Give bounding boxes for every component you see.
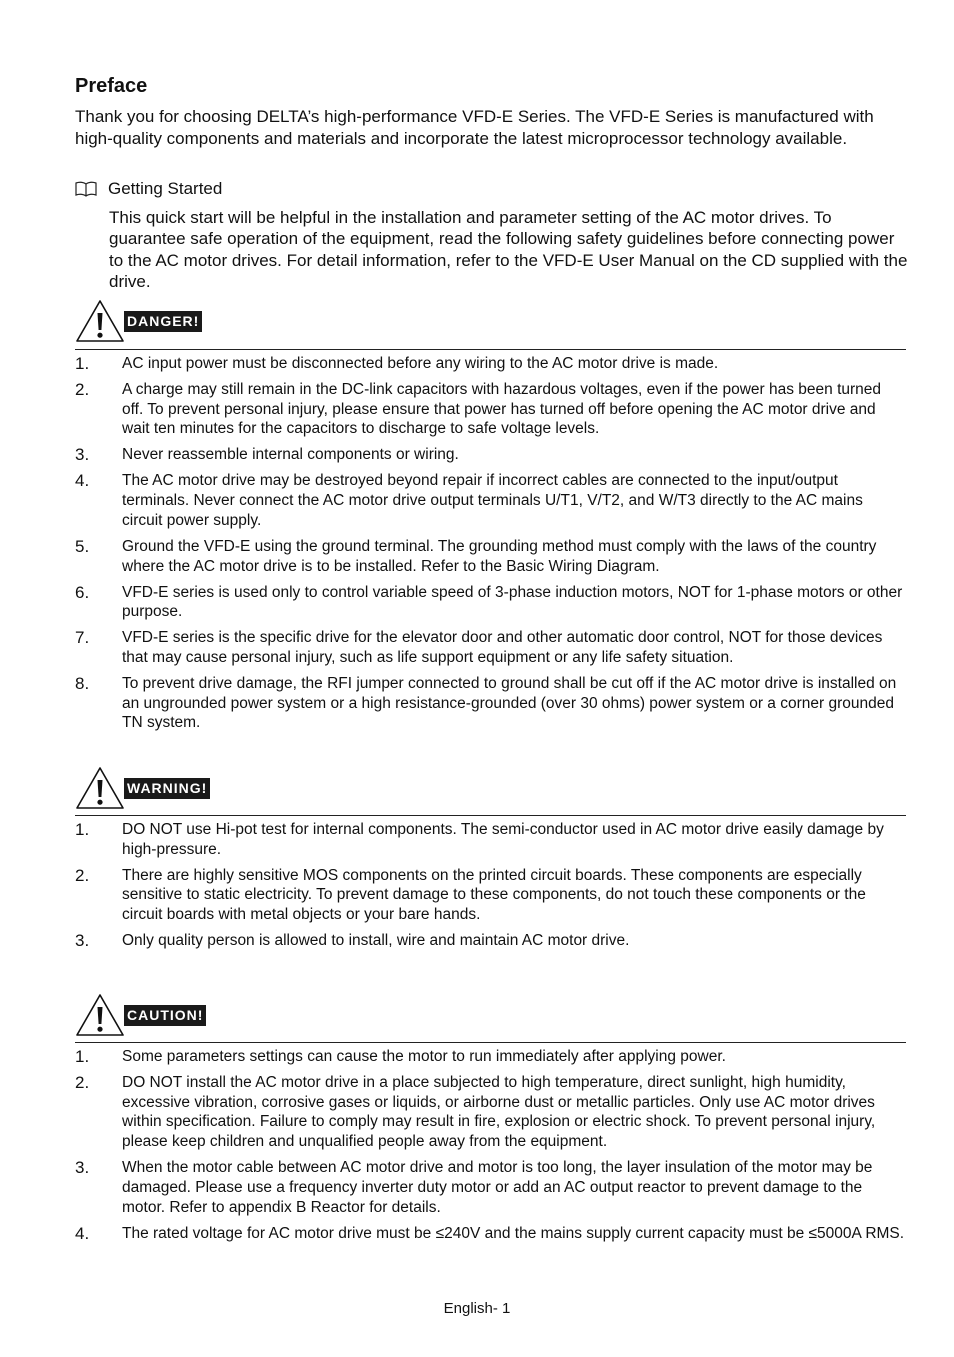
danger-badge: DANGER!	[124, 311, 202, 332]
list-item	[75, 628, 906, 667]
list-item-text: There are highly sensitive MOS components on the printed circuit boards. These components are especially sensitive to static electricity. To prevent damage to these components, do not touch these components or the circuit boards with metal objects or your bare hands.	[122, 866, 866, 924]
list-item-number: 8.	[75, 673, 90, 693]
warning-triangle-icon	[75, 766, 125, 810]
caution-divider	[75, 1042, 906, 1043]
list-item	[75, 380, 906, 439]
list-item	[75, 1158, 906, 1217]
list-item	[75, 820, 906, 859]
list-item	[75, 445, 906, 465]
page-title: Preface	[75, 75, 148, 97]
book-icon	[75, 181, 97, 197]
list-item-text: A charge may still remain in the DC-link capacitors with hazardous voltages, even if the power has been turned off. To prevent personal injury, please ensure that power has turned off before opening the AC motor drive and wait ten minutes for the capacitors to discharge to safe voltage levels.	[122, 381, 882, 438]
list-item-number: 1.	[75, 1047, 90, 1066]
list-item-text: To prevent drive damage, the RFI jumper connected to ground shall be cut off if the AC motor drive is installed on an ungrounded power system or a high resistance-grounded (over 30 ohms) power system or a corner grounded TN system.	[122, 674, 897, 732]
danger-list	[75, 354, 906, 739]
warning-badge: WARNING!	[124, 778, 210, 799]
list-item	[75, 1047, 906, 1067]
list-item-number: 2.	[75, 1073, 90, 1092]
list-item-number: 4.	[75, 471, 90, 491]
list-item-text: The rated voltage for AC motor drive must be ≤240V and the mains supply current capacity must be ≤5000A RMS.	[122, 1224, 905, 1242]
list-item-number: 1.	[75, 354, 90, 373]
list-item-number: 1.	[75, 820, 90, 839]
warning-divider	[75, 815, 906, 816]
intro-paragraph: Thank you for choosing DELTA’s high-performance VFD-E Series. The VFD-E Series is manufactured with high-quality components and materials and incorporate the latest microprocessor technology available.	[75, 107, 874, 148]
list-item	[75, 931, 906, 951]
list-item	[75, 583, 906, 622]
list-item-number: 5.	[75, 536, 90, 556]
list-item	[75, 1224, 906, 1244]
list-item-text: DO NOT use Hi-pot test for internal components. The semi-conductor used in AC motor drive easily damage by high-pressure.	[122, 821, 884, 858]
list-item	[75, 471, 906, 530]
warning-triangle-icon	[75, 993, 125, 1037]
getting-started-text: This quick start will be helpful in the installation and parameter setting of the AC motor drives. To guarantee safe operation of the equipment, read the following safety guidelines before connecting power to the AC motor drives. For detail information, refer to the VFD-E User Manual on the CD supplied with the drive.	[109, 208, 908, 291]
danger-sign	[75, 299, 202, 343]
list-item-text: Ground the VFD-E using the ground terminal. The grounding method must comply with the laws of the country where the AC motor drive is to be installed. Refer to the Basic Wiring Diagram.	[122, 537, 877, 575]
list-item-text: AC input power must be disconnected before any wiring to the AC motor drive is made.	[122, 355, 719, 372]
caution-sign	[75, 993, 206, 1037]
list-item-number: 3.	[75, 931, 90, 951]
list-item-number: 3.	[75, 1158, 90, 1178]
list-item	[75, 866, 906, 925]
page-footer: English- 1	[443, 1300, 511, 1317]
list-item-text: VFD-E series is used only to control variable speed of 3-phase induction motors, NOT for 1-phase motors or other purpose.	[122, 583, 903, 621]
list-item-text: DO NOT install the AC motor drive in a place subjected to high temperature, direct sunlight, high humidity, excessive vibration, corrosive gases or liquids, or airborne dust or metallic particles. Only use AC motor drives within specification. Failure to comply may result in fire, explosion or electric shock. To prevent personal injury, please keep children and unqualified people away from the equipment.	[122, 1074, 876, 1151]
list-item-text: Some parameters settings can cause the motor to run immediately after applying power.	[122, 1048, 726, 1065]
caution-list	[75, 1047, 906, 1250]
list-item-number: 4.	[75, 1223, 90, 1243]
list-item-text: When the motor cable between AC motor drive and motor is too long, the layer insulation of the motor may be damaged. Please use a frequency inverter duty motor or add an AC output reactor to prevent damage to the motor. Refer to appendix B Reactor for details.	[122, 1159, 873, 1216]
list-item-number: 7.	[75, 628, 90, 648]
list-item	[75, 674, 906, 733]
list-item	[75, 537, 906, 576]
caution-badge: CAUTION!	[124, 1005, 206, 1026]
danger-divider	[75, 349, 906, 350]
list-item-text: Never reassemble internal components or wiring.	[122, 446, 459, 464]
list-item-text: VFD-E series is the specific drive for the elevator door and other automatic door control, NOT for those devices that may cause personal injury, such as life support equipment or any life safety situation.	[122, 629, 883, 666]
warning-triangle-icon	[75, 299, 125, 343]
warning-list	[75, 820, 906, 957]
list-item-number: 6.	[75, 582, 90, 602]
list-item-number: 3.	[75, 445, 90, 465]
list-item	[75, 1073, 906, 1152]
list-item-number: 2.	[75, 865, 90, 885]
list-item-number: 2.	[75, 380, 90, 399]
list-item	[75, 354, 906, 374]
warning-sign	[75, 766, 210, 810]
list-item-text: Only quality person is allowed to install, wire and maintain AC motor drive.	[122, 932, 630, 950]
getting-started-heading	[75, 178, 222, 199]
getting-started-label: Getting Started	[108, 179, 223, 198]
list-item-text: The AC motor drive may be destroyed beyond repair if incorrect cables are connected to the input/output terminals. Never connect the AC motor drive output terminals U/T1, V/T2, and W/T3 directly to the AC mains circuit power supply.	[122, 472, 863, 529]
